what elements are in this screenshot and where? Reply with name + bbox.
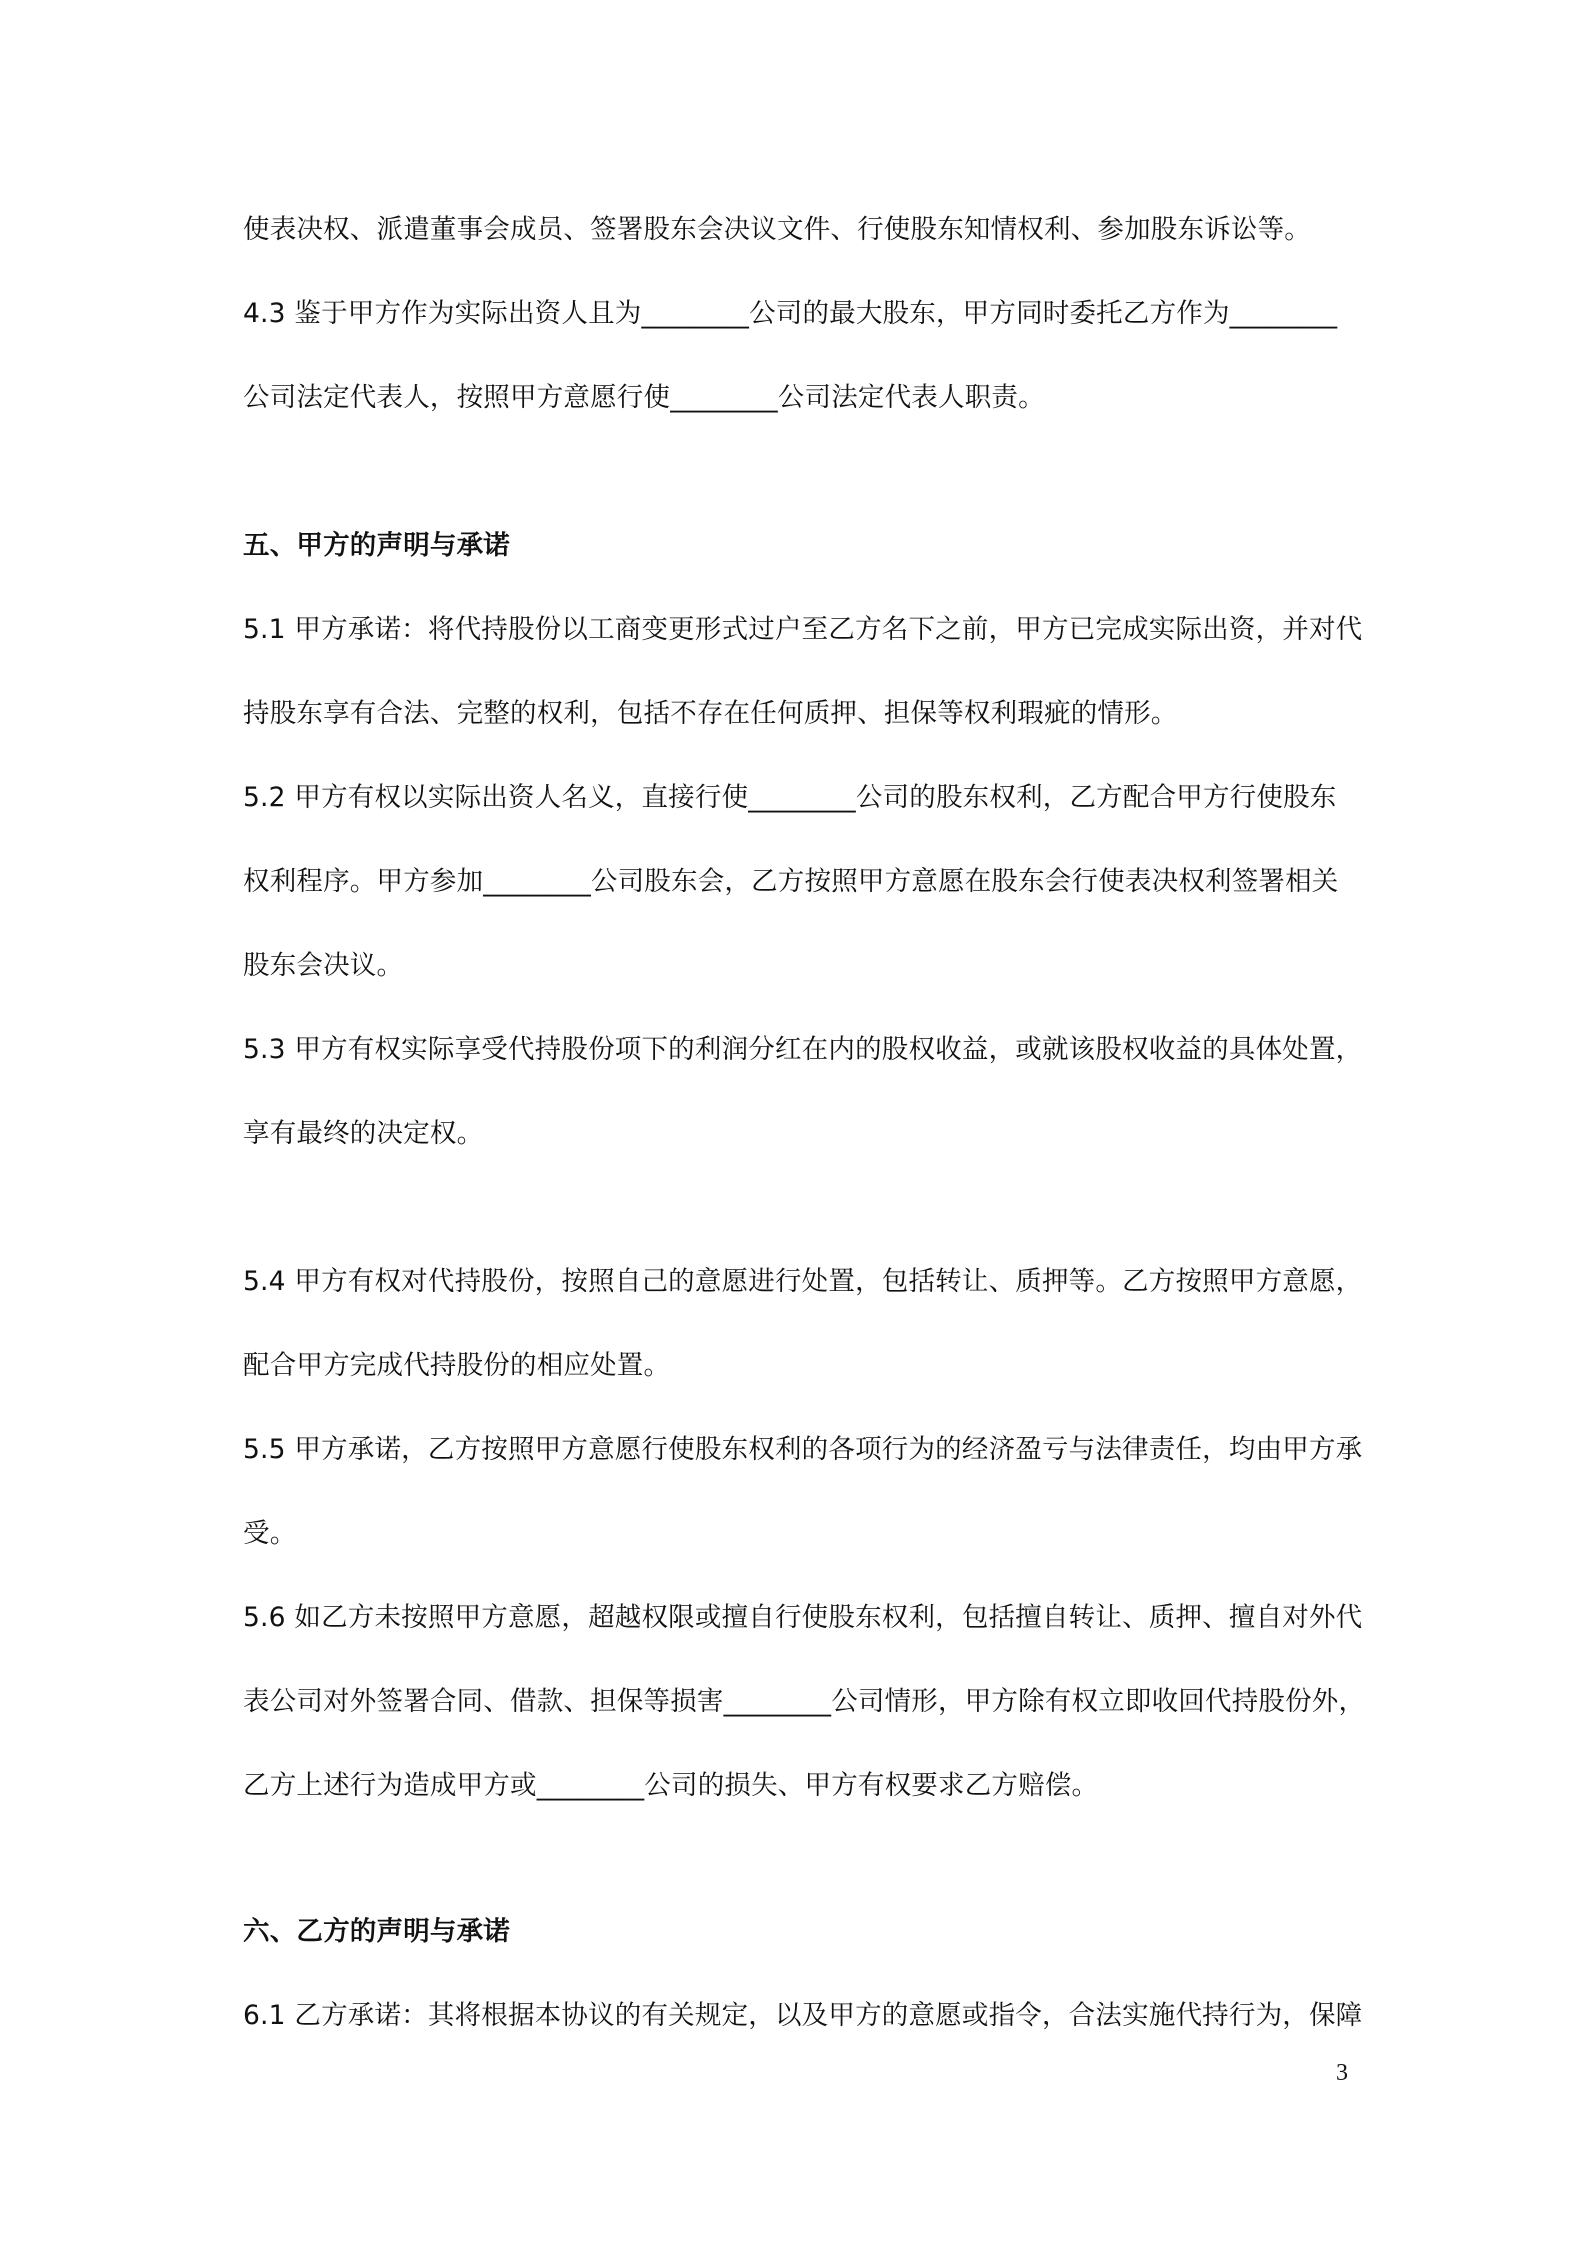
paragraph-line: 使表决权、派遣董事会成员、签署股东会决议文件、行使股东知情权利、参加股东诉讼等。 [243,214,1311,245]
paragraph-line: 5.3 甲方有权实际享受代持股份项下的利润分红在内的股权收益，或就该股权收益的具体处置， [243,1034,1363,1065]
paragraph-line: 公司法定代表人，按照甲方意愿行使________公司法定代表人职责。 [243,382,1045,413]
paragraph-line: 受。 [243,1518,297,1549]
paragraph-line: 表公司对外签署合同、借款、担保等损害________公司情形，甲方除有权立即收回代持股份外， [243,1686,1366,1717]
section-heading: 六、乙方的声明与承诺 [243,1916,510,1947]
section-heading: 五、甲方的声明与承诺 [243,530,510,561]
paragraph-line: 股东会决议。 [243,950,404,981]
paragraph-line: 配合甲方完成代持股份的相应处置。 [243,1350,671,1381]
paragraph-line: 5.6 如乙方未按照甲方意愿，超越权限或擅自行使股东权利，包括擅自转让、质押、擅自对外代 [243,1602,1363,1633]
paragraph-line: 持股东享有合法、完整的权利，包括不存在任何质押、担保等权利瑕疵的情形。 [243,698,1178,729]
paragraph-line: 4.3 鉴于甲方作为实际出资人且为________公司的最大股东，甲方同时委托乙方作为________ [243,298,1338,329]
page-number: 3 [1336,2060,1348,2086]
paragraph-line: 5.1 甲方承诺：将代持股份以工商变更形式过户至乙方名下之前，甲方已完成实际出资，并对代 [243,614,1363,645]
paragraph-line: 6.1 乙方承诺：其将根据本协议的有关规定，以及甲方的意愿或指令，合法实施代持行为，保障 [243,2000,1363,2031]
paragraph-line: 5.2 甲方有权以实际出资人名义，直接行使________公司的股东权利，乙方配合甲方行使股东 [243,782,1337,813]
paragraph-line: 享有最终的决定权。 [243,1118,484,1149]
paragraph-line: 5.4 甲方有权对代持股份，按照自己的意愿进行处置，包括转让、质押等。乙方按照甲方意愿， [243,1266,1363,1297]
paragraph-line: 权利程序。甲方参加________公司股东会，乙方按照甲方意愿在股东会行使表决权利签署相关 [243,866,1339,897]
paragraph-line: 乙方上述行为造成甲方或________公司的损失、甲方有权要求乙方赔偿。 [243,1770,1099,1801]
paragraph-line: 5.5 甲方承诺，乙方按照甲方意愿行使股东权利的各项行为的经济盈亏与法律责任，均由甲方承 [243,1434,1363,1465]
